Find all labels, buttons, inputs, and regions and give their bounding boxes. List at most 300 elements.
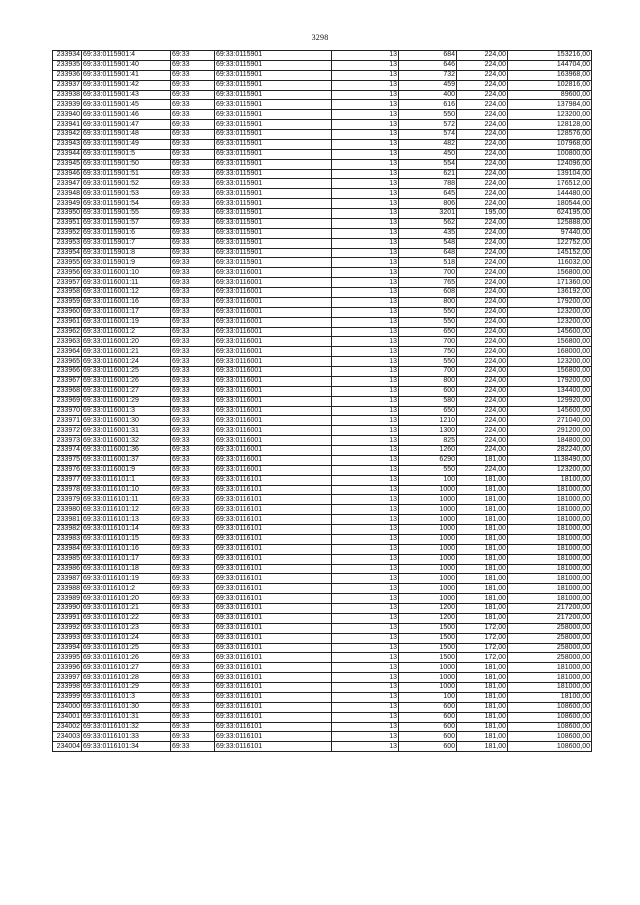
- category-code-cell: 13: [332, 426, 399, 436]
- cadastral-value-cell: 180544,00: [508, 199, 592, 209]
- district-code-cell: 69:33: [171, 307, 215, 317]
- cadastral-block-cell: 69:33:0115901: [215, 258, 332, 268]
- row-number-cell: 233969: [53, 396, 82, 406]
- cadastral-value-cell: 181000,00: [508, 594, 592, 604]
- table-row: [53, 692, 592, 702]
- row-number-cell: 233971: [53, 416, 82, 426]
- area-cell: 1000: [399, 495, 457, 505]
- table-row: [53, 317, 592, 327]
- table-row: [53, 732, 592, 742]
- cadastral-number-cell: 69:33:0116001:36: [82, 446, 171, 456]
- cadastral-number-cell: 69:33:0115901:49: [82, 139, 171, 149]
- specific-value-cell: 224,00: [457, 436, 508, 446]
- specific-value-cell: 181,00: [457, 564, 508, 574]
- area-cell: 1000: [399, 534, 457, 544]
- table-row: [53, 465, 592, 475]
- cadastral-number-cell: 69:33:0115901:40: [82, 60, 171, 70]
- district-code-cell: 69:33: [171, 604, 215, 614]
- table-row: [53, 278, 592, 288]
- table-row: [53, 623, 592, 633]
- cadastral-number-cell: 69:33:0116101:25: [82, 643, 171, 653]
- cadastral-number-cell: 69:33:0115901:42: [82, 80, 171, 90]
- cadastral-value-cell: 181000,00: [508, 515, 592, 525]
- cadastral-block-cell: 69:33:0115901: [215, 139, 332, 149]
- cadastral-number-cell: 69:33:0115901:51: [82, 169, 171, 179]
- cadastral-value-cell: 100800,00: [508, 149, 592, 159]
- category-code-cell: 13: [332, 60, 399, 70]
- cadastral-value-cell: 271040,00: [508, 416, 592, 426]
- district-code-cell: 69:33: [171, 317, 215, 327]
- cadastral-value-cell: 181000,00: [508, 554, 592, 564]
- category-code-cell: 13: [332, 149, 399, 159]
- specific-value-cell: 224,00: [457, 90, 508, 100]
- cadastral-block-cell: 69:33:0116101: [215, 633, 332, 643]
- cadastral-value-cell: 128576,00: [508, 130, 592, 140]
- cadastral-value-cell: 181000,00: [508, 544, 592, 554]
- row-number-cell: 233948: [53, 189, 82, 199]
- category-code-cell: 13: [332, 495, 399, 505]
- specific-value-cell: 224,00: [457, 159, 508, 169]
- district-code-cell: 69:33: [171, 742, 215, 752]
- specific-value-cell: 224,00: [457, 70, 508, 80]
- table-row: [53, 130, 592, 140]
- table-row: [53, 189, 592, 199]
- cadastral-number-cell: 69:33:0116101:2: [82, 584, 171, 594]
- cadastral-value-cell: 179200,00: [508, 376, 592, 386]
- cadastral-value-cell: 144480,00: [508, 189, 592, 199]
- area-cell: 684: [399, 51, 457, 61]
- row-number-cell: 233934: [53, 51, 82, 61]
- cadastral-block-cell: 69:33:0116001: [215, 426, 332, 436]
- table-row: [53, 594, 592, 604]
- cadastral-number-cell: 69:33:0116101:26: [82, 653, 171, 663]
- area-cell: 574: [399, 130, 457, 140]
- cadastral-number-cell: 69:33:0116101:20: [82, 594, 171, 604]
- category-code-cell: 13: [332, 386, 399, 396]
- category-code-cell: 13: [332, 515, 399, 525]
- category-code-cell: 13: [332, 742, 399, 752]
- cadastral-value-cell: 145600,00: [508, 327, 592, 337]
- specific-value-cell: 181,00: [457, 702, 508, 712]
- area-cell: 600: [399, 722, 457, 732]
- specific-value-cell: 172,00: [457, 643, 508, 653]
- specific-value-cell: 224,00: [457, 258, 508, 268]
- area-cell: 825: [399, 436, 457, 446]
- row-number-cell: 233996: [53, 663, 82, 673]
- area-cell: 548: [399, 238, 457, 248]
- row-number-cell: 233954: [53, 248, 82, 258]
- area-cell: 550: [399, 307, 457, 317]
- specific-value-cell: 181,00: [457, 495, 508, 505]
- cadastral-block-cell: 69:33:0116101: [215, 702, 332, 712]
- area-cell: 550: [399, 110, 457, 120]
- cadastral-block-cell: 69:33:0116101: [215, 722, 332, 732]
- cadastral-block-cell: 69:33:0115901: [215, 80, 332, 90]
- area-cell: 482: [399, 139, 457, 149]
- specific-value-cell: 181,00: [457, 594, 508, 604]
- district-code-cell: 69:33: [171, 722, 215, 732]
- district-code-cell: 69:33: [171, 60, 215, 70]
- specific-value-cell: 181,00: [457, 515, 508, 525]
- cadastral-block-cell: 69:33:0116101: [215, 574, 332, 584]
- cadastral-number-cell: 69:33:0116101:17: [82, 554, 171, 564]
- district-code-cell: 69:33: [171, 51, 215, 61]
- table-row: [53, 475, 592, 485]
- area-cell: 700: [399, 268, 457, 278]
- cadastral-number-cell: 69:33:0116101:14: [82, 525, 171, 535]
- specific-value-cell: 224,00: [457, 139, 508, 149]
- area-cell: 1210: [399, 416, 457, 426]
- district-code-cell: 69:33: [171, 159, 215, 169]
- district-code-cell: 69:33: [171, 80, 215, 90]
- cadastral-number-cell: 69:33:0115901:43: [82, 90, 171, 100]
- table-row: [53, 574, 592, 584]
- cadastral-block-cell: 69:33:0116101: [215, 683, 332, 693]
- area-cell: 1000: [399, 505, 457, 515]
- area-cell: 100: [399, 475, 457, 485]
- area-cell: 732: [399, 70, 457, 80]
- category-code-cell: 13: [332, 692, 399, 702]
- table-row: [53, 446, 592, 456]
- row-number-cell: 234003: [53, 732, 82, 742]
- specific-value-cell: 224,00: [457, 149, 508, 159]
- category-code-cell: 13: [332, 633, 399, 643]
- cadastral-value-cell: 217200,00: [508, 604, 592, 614]
- cadastral-value-cell: 128128,00: [508, 120, 592, 130]
- cadastral-block-cell: 69:33:0116001: [215, 288, 332, 298]
- cadastral-number-cell: 69:33:0116101:23: [82, 623, 171, 633]
- table-row: [53, 288, 592, 298]
- cadastral-block-cell: 69:33:0115901: [215, 248, 332, 258]
- district-code-cell: 69:33: [171, 692, 215, 702]
- table-row: [53, 90, 592, 100]
- district-code-cell: 69:33: [171, 495, 215, 505]
- cadastral-number-cell: 69:33:0116001:32: [82, 436, 171, 446]
- table-row: [53, 100, 592, 110]
- cadastral-block-cell: 69:33:0116001: [215, 317, 332, 327]
- category-code-cell: 13: [332, 248, 399, 258]
- row-number-cell: 233945: [53, 159, 82, 169]
- cadastral-block-cell: 69:33:0116101: [215, 663, 332, 673]
- row-number-cell: 233973: [53, 436, 82, 446]
- cadastral-number-cell: 69:33:0116101:21: [82, 604, 171, 614]
- category-code-cell: 13: [332, 604, 399, 614]
- specific-value-cell: 224,00: [457, 446, 508, 456]
- row-number-cell: 233992: [53, 623, 82, 633]
- cadastral-block-cell: 69:33:0116001: [215, 436, 332, 446]
- district-code-cell: 69:33: [171, 515, 215, 525]
- specific-value-cell: 224,00: [457, 199, 508, 209]
- cadastral-block-cell: 69:33:0116101: [215, 643, 332, 653]
- cadastral-number-cell: 69:33:0116101:32: [82, 722, 171, 732]
- table-body: [53, 51, 592, 752]
- area-cell: 1000: [399, 584, 457, 594]
- cadastral-value-cell: 291200,00: [508, 426, 592, 436]
- area-cell: 800: [399, 376, 457, 386]
- cadastral-block-cell: 69:33:0115901: [215, 51, 332, 61]
- cadastral-number-cell: 69:33:0115901:41: [82, 70, 171, 80]
- area-cell: 650: [399, 406, 457, 416]
- cadastral-number-cell: 69:33:0116001:26: [82, 376, 171, 386]
- cadastral-value-cell: 134400,00: [508, 386, 592, 396]
- cadastral-value-cell: 122752,00: [508, 238, 592, 248]
- cadastral-block-cell: 69:33:0115901: [215, 199, 332, 209]
- cadastral-number-cell: 69:33:0115901:54: [82, 199, 171, 209]
- area-cell: 572: [399, 120, 457, 130]
- category-code-cell: 13: [332, 455, 399, 465]
- cadastral-block-cell: 69:33:0116001: [215, 406, 332, 416]
- cadastral-value-cell: 123200,00: [508, 317, 592, 327]
- cadastral-number-cell: 69:33:0116001:24: [82, 357, 171, 367]
- cadastral-value-cell: 181000,00: [508, 485, 592, 495]
- district-code-cell: 69:33: [171, 139, 215, 149]
- district-code-cell: 69:33: [171, 446, 215, 456]
- cadastral-value-cell: 89600,00: [508, 90, 592, 100]
- row-number-cell: 234004: [53, 742, 82, 752]
- category-code-cell: 13: [332, 327, 399, 337]
- table-row: [53, 564, 592, 574]
- specific-value-cell: 224,00: [457, 169, 508, 179]
- cadastral-block-cell: 69:33:0116001: [215, 386, 332, 396]
- cadastral-number-cell: 69:33:0116101:24: [82, 633, 171, 643]
- specific-value-cell: 181,00: [457, 505, 508, 515]
- district-code-cell: 69:33: [171, 485, 215, 495]
- cadastral-number-cell: 69:33:0116001:3: [82, 406, 171, 416]
- cadastral-value-cell: 156800,00: [508, 367, 592, 377]
- table-row: [53, 120, 592, 130]
- cadastral-block-cell: 69:33:0116101: [215, 623, 332, 633]
- table-row: [53, 297, 592, 307]
- row-number-cell: 233940: [53, 110, 82, 120]
- row-number-cell: 233983: [53, 534, 82, 544]
- area-cell: 1260: [399, 446, 457, 456]
- specific-value-cell: 224,00: [457, 307, 508, 317]
- category-code-cell: 13: [332, 199, 399, 209]
- cadastral-value-cell: 108600,00: [508, 722, 592, 732]
- specific-value-cell: 224,00: [457, 110, 508, 120]
- table-row: [53, 159, 592, 169]
- row-number-cell: 233972: [53, 426, 82, 436]
- row-number-cell: 233975: [53, 455, 82, 465]
- district-code-cell: 69:33: [171, 406, 215, 416]
- table-row: [53, 376, 592, 386]
- category-code-cell: 13: [332, 258, 399, 268]
- category-code-cell: 13: [332, 574, 399, 584]
- cadastral-block-cell: 69:33:0116101: [215, 712, 332, 722]
- row-number-cell: 233979: [53, 495, 82, 505]
- cadastral-number-cell: 69:33:0116101:11: [82, 495, 171, 505]
- row-number-cell: 234002: [53, 722, 82, 732]
- area-cell: 1000: [399, 485, 457, 495]
- table-row: [53, 179, 592, 189]
- cadastral-block-cell: 69:33:0116001: [215, 327, 332, 337]
- district-code-cell: 69:33: [171, 505, 215, 515]
- specific-value-cell: 224,00: [457, 189, 508, 199]
- row-number-cell: 233980: [53, 505, 82, 515]
- cadastral-block-cell: 69:33:0116101: [215, 544, 332, 554]
- row-number-cell: 233978: [53, 485, 82, 495]
- cadastral-number-cell: 69:33:0115901:55: [82, 209, 171, 219]
- category-code-cell: 13: [332, 347, 399, 357]
- cadastral-number-cell: 69:33:0116001:27: [82, 386, 171, 396]
- table-row: [53, 248, 592, 258]
- cadastral-value-cell: 171360,00: [508, 278, 592, 288]
- district-code-cell: 69:33: [171, 564, 215, 574]
- table-row: [53, 169, 592, 179]
- table-row: [53, 327, 592, 337]
- specific-value-cell: 181,00: [457, 604, 508, 614]
- category-code-cell: 13: [332, 594, 399, 604]
- category-code-cell: 13: [332, 505, 399, 515]
- category-code-cell: 13: [332, 396, 399, 406]
- row-number-cell: 233991: [53, 613, 82, 623]
- area-cell: 765: [399, 278, 457, 288]
- area-cell: 1000: [399, 673, 457, 683]
- area-cell: 1000: [399, 554, 457, 564]
- cadastral-block-cell: 69:33:0116101: [215, 604, 332, 614]
- district-code-cell: 69:33: [171, 554, 215, 564]
- district-code-cell: 69:33: [171, 475, 215, 485]
- category-code-cell: 13: [332, 159, 399, 169]
- category-code-cell: 13: [332, 683, 399, 693]
- district-code-cell: 69:33: [171, 110, 215, 120]
- specific-value-cell: 224,00: [457, 51, 508, 61]
- specific-value-cell: 224,00: [457, 337, 508, 347]
- cadastral-number-cell: 69:33:0116101:15: [82, 534, 171, 544]
- row-number-cell: 233936: [53, 70, 82, 80]
- cadastral-value-cell: 181000,00: [508, 584, 592, 594]
- area-cell: 600: [399, 742, 457, 752]
- cadastral-number-cell: 69:33:0116001:9: [82, 465, 171, 475]
- area-cell: 3201: [399, 209, 457, 219]
- table-row: [53, 268, 592, 278]
- area-cell: 1000: [399, 594, 457, 604]
- page-number: 3298: [311, 33, 329, 42]
- cadastral-block-cell: 69:33:0115901: [215, 130, 332, 140]
- cadastral-block-cell: 69:33:0116101: [215, 584, 332, 594]
- area-cell: 1500: [399, 643, 457, 653]
- cadastral-value-cell: 181000,00: [508, 534, 592, 544]
- cadastral-block-cell: 69:33:0116001: [215, 278, 332, 288]
- cadastral-number-cell: 69:33:0116001:29: [82, 396, 171, 406]
- cadastral-block-cell: 69:33:0116001: [215, 367, 332, 377]
- category-code-cell: 13: [332, 80, 399, 90]
- specific-value-cell: 224,00: [457, 367, 508, 377]
- district-code-cell: 69:33: [171, 584, 215, 594]
- area-cell: 648: [399, 248, 457, 258]
- district-code-cell: 69:33: [171, 218, 215, 228]
- cadastral-block-cell: 69:33:0115901: [215, 159, 332, 169]
- category-code-cell: 13: [332, 702, 399, 712]
- cadastral-block-cell: 69:33:0116101: [215, 692, 332, 702]
- area-cell: 1200: [399, 613, 457, 623]
- cadastral-value-cell: 18100,00: [508, 692, 592, 702]
- cadastral-number-cell: 69:33:0116101:31: [82, 712, 171, 722]
- cadastral-value-cell: 145600,00: [508, 406, 592, 416]
- area-cell: 1000: [399, 574, 457, 584]
- category-code-cell: 13: [332, 722, 399, 732]
- district-code-cell: 69:33: [171, 258, 215, 268]
- district-code-cell: 69:33: [171, 297, 215, 307]
- cadastral-number-cell: 69:33:0116101:10: [82, 485, 171, 495]
- category-code-cell: 13: [332, 732, 399, 742]
- specific-value-cell: 224,00: [457, 268, 508, 278]
- table-row: [53, 416, 592, 426]
- area-cell: 645: [399, 189, 457, 199]
- cadastral-value-cell: 258000,00: [508, 633, 592, 643]
- cadastral-value-cell: 282240,00: [508, 446, 592, 456]
- cadastral-number-cell: 69:33:0116101:33: [82, 732, 171, 742]
- cadastral-number-cell: 69:33:0116001:31: [82, 426, 171, 436]
- table-row: [53, 455, 592, 465]
- cadastral-value-cell: 181000,00: [508, 574, 592, 584]
- district-code-cell: 69:33: [171, 732, 215, 742]
- category-code-cell: 13: [332, 485, 399, 495]
- cadastral-value-cell: 156800,00: [508, 337, 592, 347]
- specific-value-cell: 181,00: [457, 475, 508, 485]
- district-code-cell: 69:33: [171, 100, 215, 110]
- table-row: [53, 722, 592, 732]
- specific-value-cell: 181,00: [457, 683, 508, 693]
- area-cell: 435: [399, 228, 457, 238]
- cadastral-value-cell: 102816,00: [508, 80, 592, 90]
- specific-value-cell: 181,00: [457, 534, 508, 544]
- cadastral-value-cell: 181000,00: [508, 525, 592, 535]
- district-code-cell: 69:33: [171, 357, 215, 367]
- category-code-cell: 13: [332, 663, 399, 673]
- table-row: [53, 199, 592, 209]
- table-row: [53, 80, 592, 90]
- district-code-cell: 69:33: [171, 347, 215, 357]
- specific-value-cell: 181,00: [457, 692, 508, 702]
- cadastral-block-cell: 69:33:0116101: [215, 653, 332, 663]
- cadastral-value-cell: 179200,00: [508, 297, 592, 307]
- district-code-cell: 69:33: [171, 594, 215, 604]
- cadastral-value-cell: 108600,00: [508, 702, 592, 712]
- cadastral-block-cell: 69:33:0116101: [215, 534, 332, 544]
- district-code-cell: 69:33: [171, 288, 215, 298]
- cadastral-block-cell: 69:33:0116001: [215, 337, 332, 347]
- district-code-cell: 69:33: [171, 416, 215, 426]
- cadastral-value-cell: 137984,00: [508, 100, 592, 110]
- table-row: [53, 426, 592, 436]
- cadastral-block-cell: 69:33:0116001: [215, 268, 332, 278]
- cadastral-value-cell: 123200,00: [508, 307, 592, 317]
- specific-value-cell: 224,00: [457, 347, 508, 357]
- row-number-cell: 233953: [53, 238, 82, 248]
- cadastral-block-cell: 69:33:0116001: [215, 357, 332, 367]
- category-code-cell: 13: [332, 673, 399, 683]
- cadastral-number-cell: 69:33:0115901:7: [82, 238, 171, 248]
- district-code-cell: 69:33: [171, 376, 215, 386]
- cadastral-number-cell: 69:33:0116101:3: [82, 692, 171, 702]
- district-code-cell: 69:33: [171, 248, 215, 258]
- category-code-cell: 13: [332, 613, 399, 623]
- cadastral-block-cell: 69:33:0116001: [215, 416, 332, 426]
- row-number-cell: 233952: [53, 228, 82, 238]
- district-code-cell: 69:33: [171, 613, 215, 623]
- row-number-cell: 233994: [53, 643, 82, 653]
- row-number-cell: 233935: [53, 60, 82, 70]
- row-number-cell: 233968: [53, 386, 82, 396]
- cadastral-block-cell: 69:33:0116101: [215, 475, 332, 485]
- area-cell: 621: [399, 169, 457, 179]
- cadastral-value-cell: 156800,00: [508, 268, 592, 278]
- cadastral-value-cell: 108600,00: [508, 742, 592, 752]
- cadastral-block-cell: 69:33:0115901: [215, 238, 332, 248]
- cadastral-block-cell: 69:33:0115901: [215, 169, 332, 179]
- cadastral-block-cell: 69:33:0115901: [215, 149, 332, 159]
